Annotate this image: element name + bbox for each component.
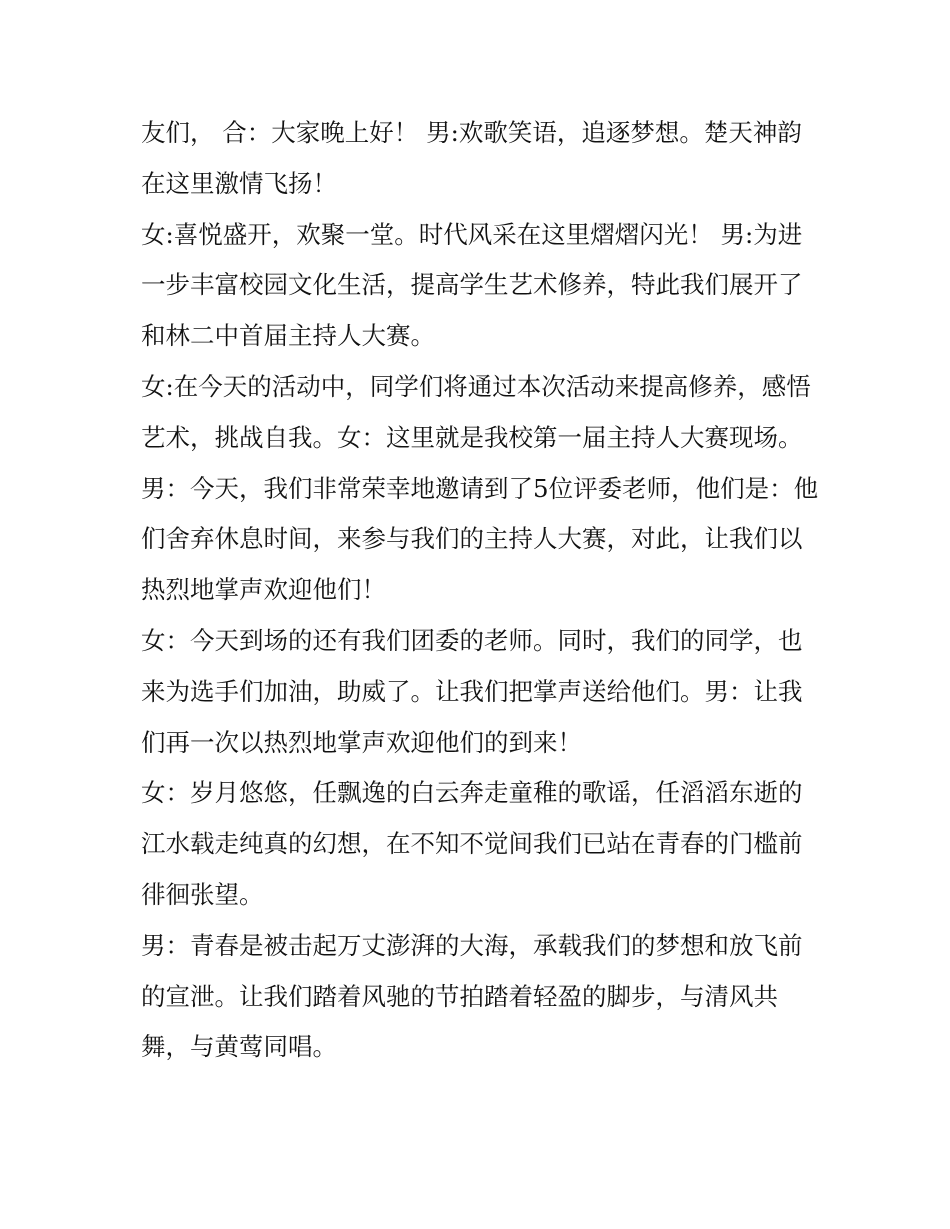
- paragraph-7: 男：青春是被击起万丈澎湃的大海，承载我们的梦想和放飞前的宣泄。让我们踏着风驰的节拍踏着轻盈的脚步，与清风共舞，与黄莺同唱。: [141, 930, 803, 1062]
- paragraph-6: 女：岁月悠悠，任飘逸的白云奔走童稚的歌谣，任滔滔东逝的江水载走纯真的幻想，在不知不觉间我们已站在青春的门槛前徘徊张望。: [141, 778, 803, 909]
- paragraph-5: 女：今天到场的还有我们团委的老师。同时，我们的同学，也来为选手们加油，助威了。让我们把掌声送给他们。男：让我们再一次以热烈地掌声欢迎他们的到来！: [141, 625, 803, 757]
- paragraph-4: 男：今天，我们非常荣幸地邀请到了5位评委老师，他们是：他们舍弃休息时间，来参与我们的主持人大赛，对此，让我们以热烈地掌声欢迎他们！: [141, 473, 819, 605]
- paragraph-1: 友们， 合：大家晚上好！ 男:欢歌笑语，追逐梦想。楚天神韵在这里激情飞扬！: [141, 118, 802, 198]
- paragraph-3: 女:在今天的活动中，同学们将通过本次活动来提高修养，感悟艺术，挑战自我。女：这里就是我校第一届主持人大赛现场。: [141, 371, 811, 452]
- document-body: [141, 108, 821, 1073]
- paragraph-2: 女:喜悦盛开，欢聚一堂。时代风采在这里熠熠闪光！ 男:为进一步丰富校园文化生活，提高学生艺术修养，特此我们展开了和林二中首届主持人大赛。: [141, 219, 803, 351]
